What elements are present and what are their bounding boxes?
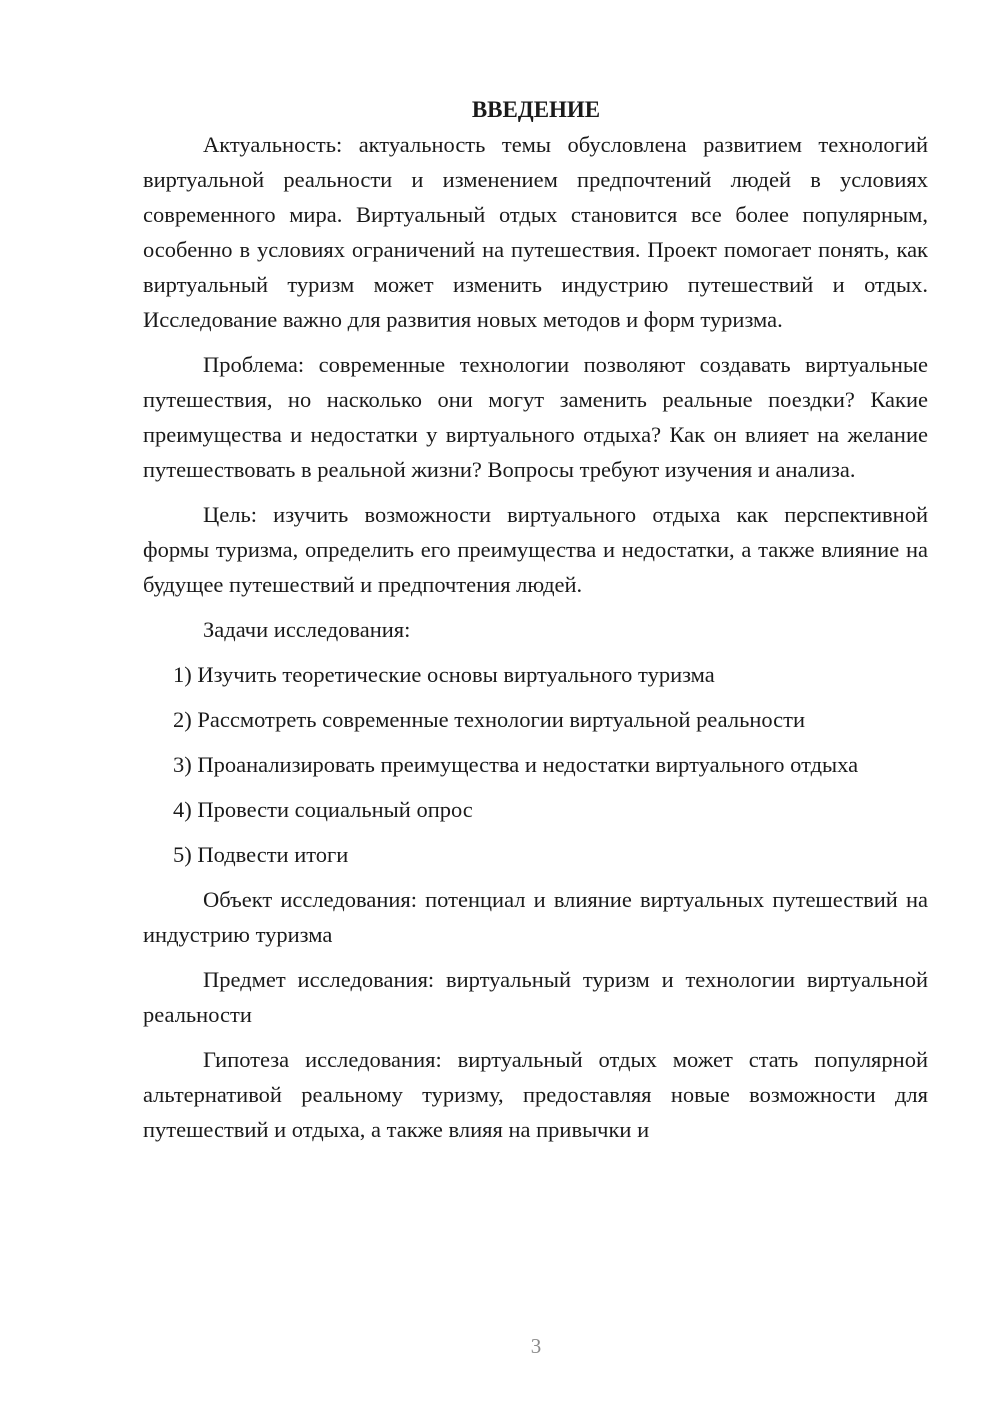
tasks-heading: Задачи исследования:	[203, 617, 411, 642]
task-item-5: 5) Подвести итоги	[173, 842, 349, 867]
section-title: ВВЕДЕНИЕ	[471, 97, 601, 122]
task-item-3: 3) Проанализировать преимущества и недостатки виртуального отдыха	[173, 752, 859, 777]
paragraph-goal: Цель: изучить возможности виртуального отдыха как перспективной формы туризма, определить его преимущества и недостатки, а также влияние на будущее путешествий и предпочтения людей.	[143, 502, 928, 597]
paragraph-hypothesis: Гипотеза исследования: виртуальный отдых может стать популярной альтернативой реальному туризму, предоставляя новые возможности для путешествий и отдыха, а также влияя на привычки и	[143, 1047, 928, 1142]
page-content	[143, 92, 928, 1157]
paragraph-object: Объект исследования: потенциал и влияние виртуальных путешествий на индустрию туризма	[143, 887, 928, 947]
task-item-4: 4) Провести социальный опрос	[173, 797, 473, 822]
paragraph-relevance: Актуальность: актуальность темы обусловлена развитием технологий виртуальной реальности и изменением предпочтений людей в условиях современного мира. Виртуальный отдых становится все более популярным, особенно в условиях ограничений на путешествия. Проект помогает понять, как виртуальный туризм может изменить индустрию путешествий и отдых. Исследование важно для развития новых методов и форм туризма.	[143, 132, 928, 332]
page-number: 3	[530, 1334, 542, 1358]
task-item-1: 1) Изучить теоретические основы виртуального туризма	[173, 662, 715, 687]
paragraph-subject: Предмет исследования: виртуальный туризм и технологии виртуальной реальности	[143, 967, 928, 1027]
paragraph-problem: Проблема: современные технологии позволяют создавать виртуальные путешествия, но насколько они могут заменить реальные поездки? Какие преимущества и недостатки у виртуального отдыха? Как он влияет на желание путешествовать в реальной жизни? Вопросы требуют изучения и анализа.	[143, 352, 928, 482]
task-item-2: 2) Рассмотреть современные технологии виртуальной реальности	[173, 707, 806, 732]
